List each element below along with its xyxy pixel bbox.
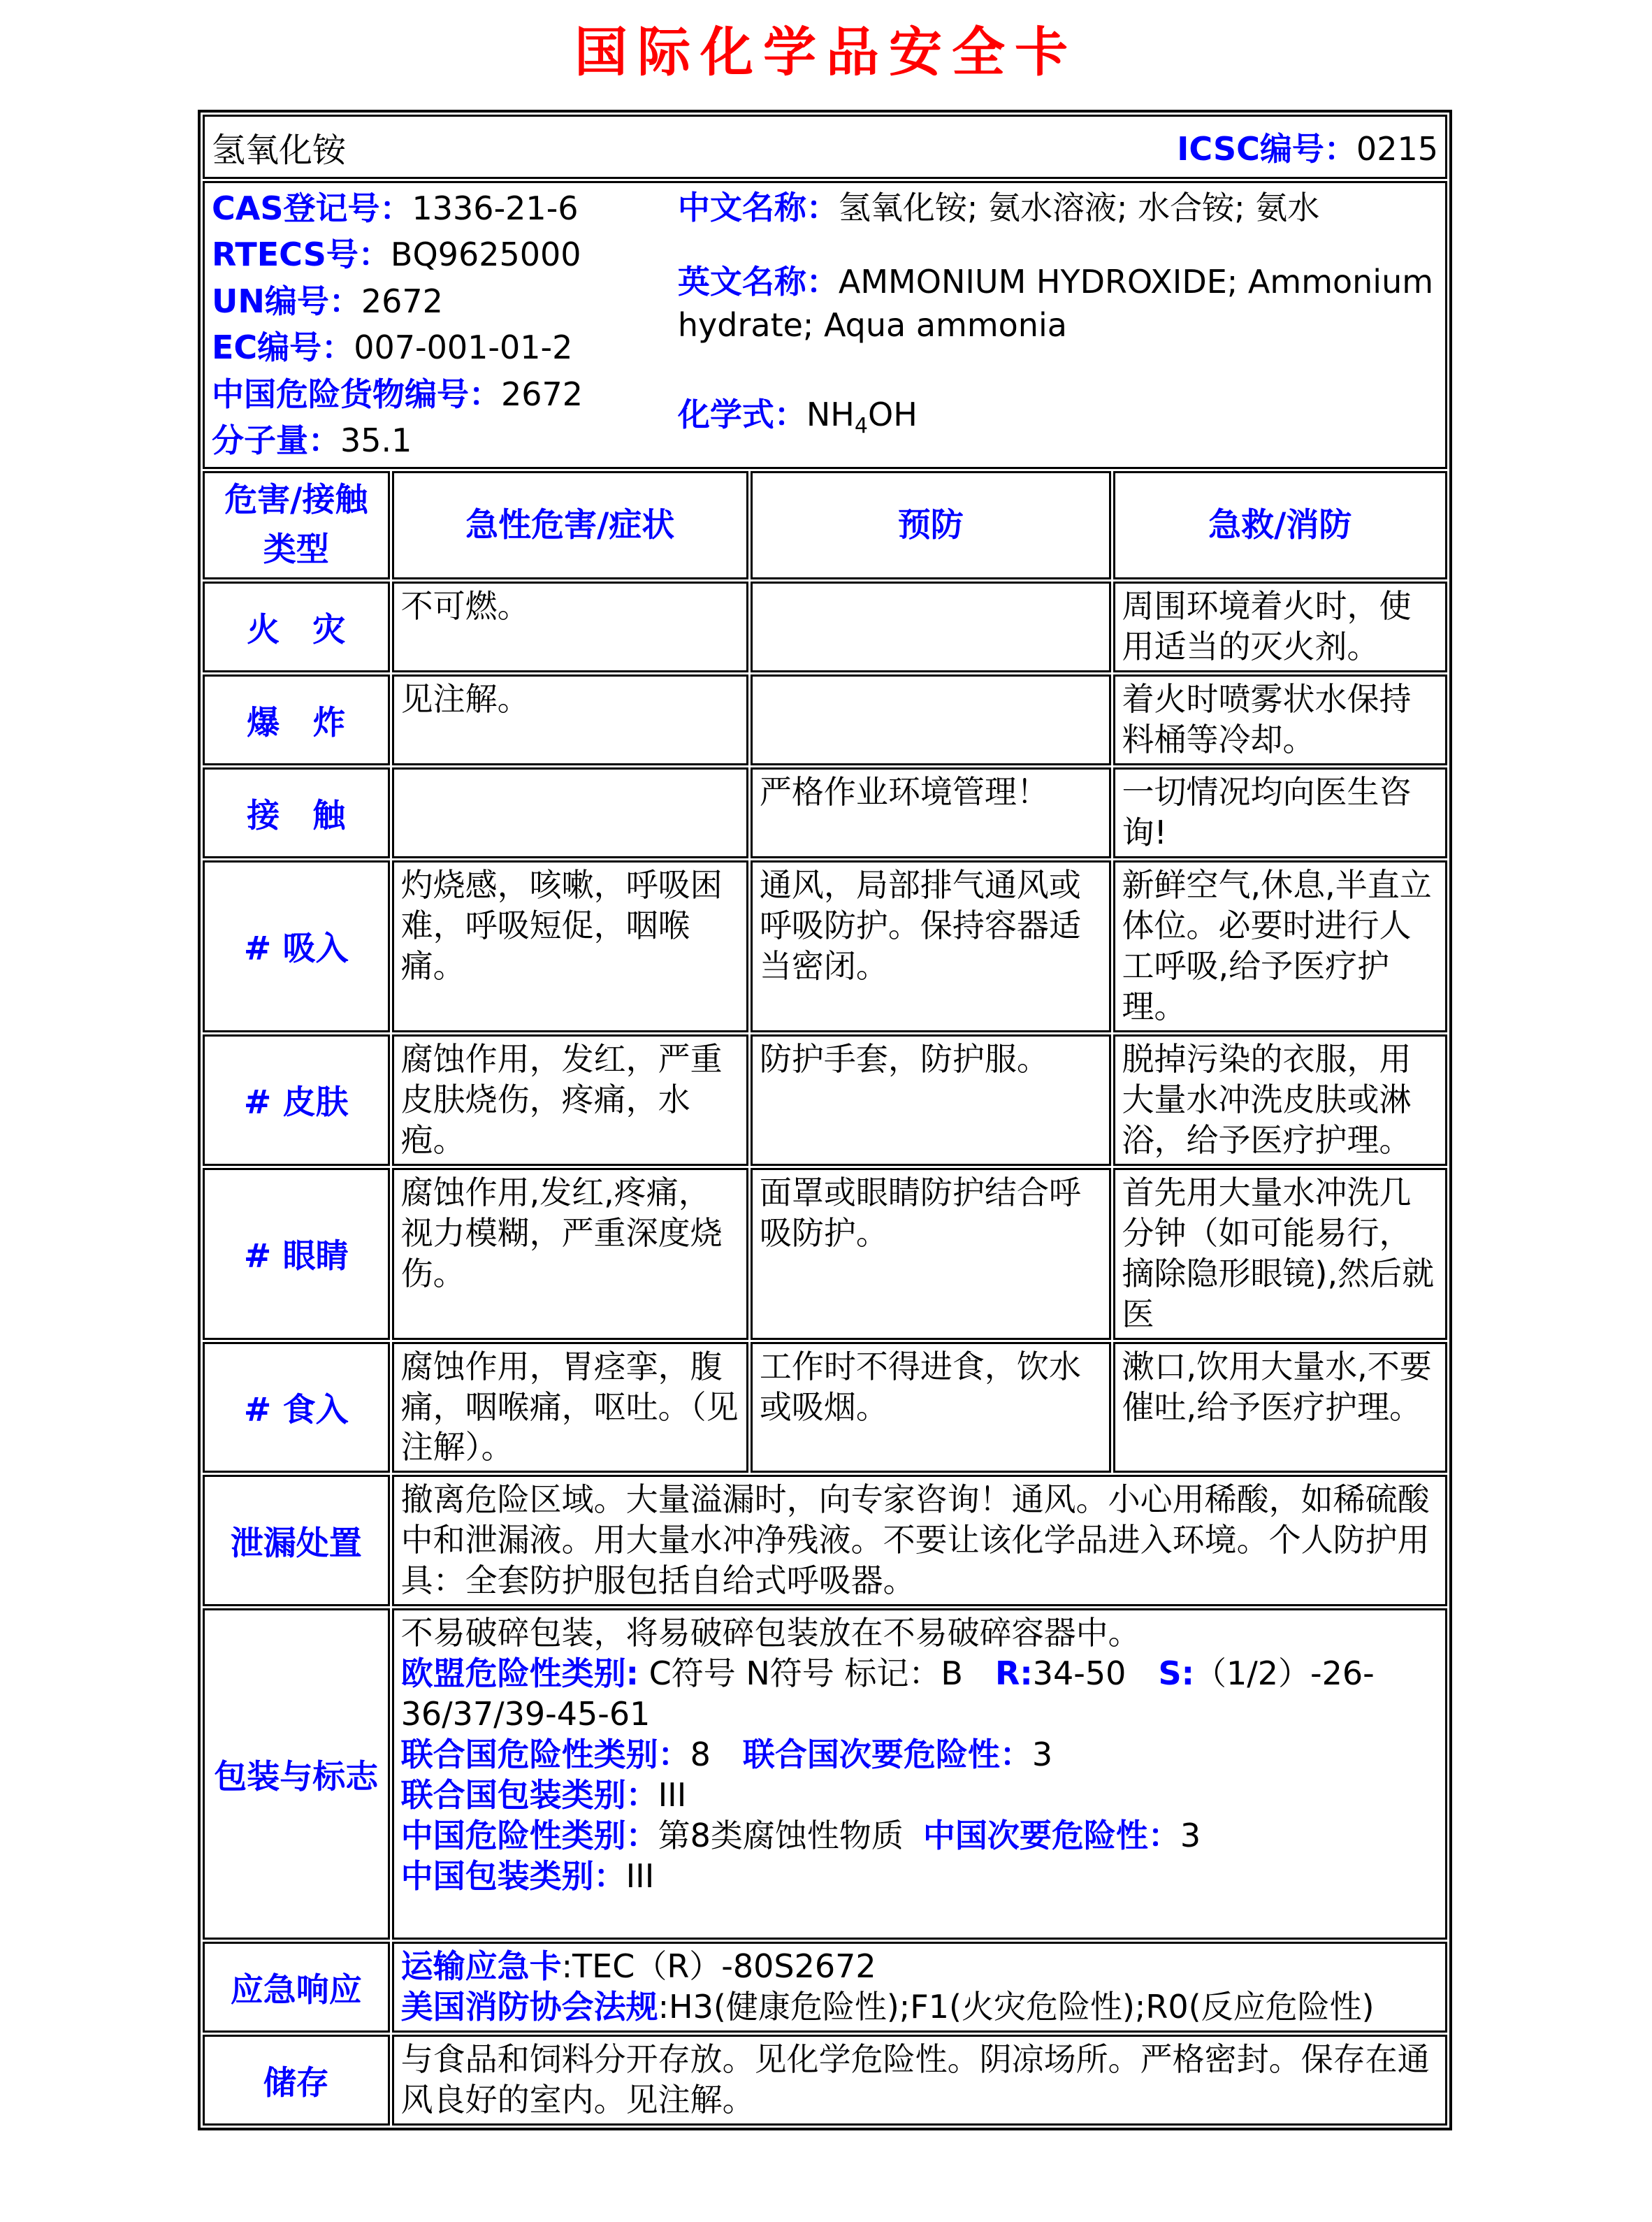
skin-label: # 皮肤 xyxy=(203,1034,390,1166)
chinese-name-label: 中文名称： xyxy=(677,189,839,226)
card-header-cell xyxy=(203,115,1447,179)
rtecs-number-line xyxy=(212,232,678,277)
english-name-line xyxy=(678,260,1438,347)
ingestion-symptoms: 腐蚀作用，胃痉挛，腹痛，咽喉痛，呕吐。（见注解）。 xyxy=(392,1342,748,1473)
cn-subsidiary-risk-label: 中国次要危险性： xyxy=(922,1817,1180,1855)
ingestion-prevention: 工作时不得进食，饮水或吸烟。 xyxy=(751,1342,1111,1473)
storage-row xyxy=(203,2035,1447,2126)
molecular-weight-line xyxy=(212,418,678,463)
english-name-value: AMMONIUM HYDROXIDE; Ammonium hydrate; Aqua ammonia xyxy=(677,263,1434,345)
prevention-header: 预防 xyxy=(751,471,1111,579)
identification-left-column xyxy=(212,186,678,464)
nfpa-value: :H3(健康危险性);F1(火灾危险性);R0(反应危险性) xyxy=(658,1988,1375,2026)
un-pack-group-value: III xyxy=(658,1776,687,1815)
eyes-symptoms: 腐蚀作用,发红,疼痛，视力模糊，严重深度烧伤。 xyxy=(392,1168,748,1340)
chinese-name-value: 氢氧化铵; 氨水溶液; 水合铵; 氨水 xyxy=(838,189,1320,226)
packaging-line-cn xyxy=(401,1816,1438,1856)
fire-prevention xyxy=(751,582,1111,672)
china-dg-label: 中国危险货物编号： xyxy=(212,375,501,413)
eu-hazard-class-value: C符号 N符号 标记：B xyxy=(649,1654,963,1693)
card-header-row xyxy=(203,115,1447,179)
eyes-first-aid: 首先用大量水冲洗几分钟（如可能易行，摘除隐形眼镜),然后就医 xyxy=(1113,1168,1447,1340)
explosion-prevention xyxy=(751,674,1111,765)
tec-value: :TEC（R）-80S2672 xyxy=(561,1947,876,1986)
emergency-row xyxy=(203,1942,1447,2033)
first-aid-header: 急救/消防 xyxy=(1113,471,1447,579)
identification-right-column xyxy=(678,186,1438,464)
nfpa-label: 美国消防协会法规 xyxy=(400,1988,658,2026)
chemical-formula-label: 化学式： xyxy=(677,396,806,434)
chemical-formula-line xyxy=(678,393,1438,441)
packaging-label: 包装与标志 xyxy=(203,1608,390,1940)
cas-value: 1336-21-6 xyxy=(412,189,579,227)
ingestion-row xyxy=(203,1342,1447,1473)
fire-row xyxy=(203,582,1447,672)
s-phrases-label: S: xyxy=(1158,1654,1194,1693)
un-label: UN编号： xyxy=(212,282,361,320)
spill-label: 泄漏处置 xyxy=(203,1475,390,1606)
hazard-header-row xyxy=(203,471,1447,579)
s-phrases-value: （1/2）-26-36/37/39-45-61 xyxy=(400,1654,1375,1733)
nfpa-code-line xyxy=(401,1987,1438,2028)
packaging-line-un xyxy=(401,1735,1438,1775)
storage-label: 储存 xyxy=(203,2035,390,2126)
cas-label: CAS登记号： xyxy=(212,189,412,227)
hazard-type-header-line1: 危害/接触 xyxy=(224,481,368,520)
inhalation-row xyxy=(203,860,1447,1032)
storage-text: 与食品和饲料分开存放。见化学危险性。阴凉场所。严格密封。保存在通风良好的室内。见注解。 xyxy=(392,2035,1447,2126)
inhalation-label: # 吸入 xyxy=(203,860,390,1032)
contact-label: 接 触 xyxy=(203,767,390,858)
china-dg-value: 2672 xyxy=(501,375,584,413)
substance-name: 氢氧化铵 xyxy=(212,130,347,170)
chinese-name-line xyxy=(678,186,1438,229)
inhalation-first-aid: 新鲜空气,休息,半直立体位。必要时进行人工呼吸,给予医疗护理。 xyxy=(1113,860,1447,1032)
explosion-first-aid: 着火时喷雾状水保持料桶等冷却。 xyxy=(1113,674,1447,765)
packaging-line-un-pack xyxy=(401,1775,1438,1816)
contact-symptoms xyxy=(392,767,748,858)
explosion-label: 爆 炸 xyxy=(203,674,390,765)
molecular-weight-label: 分子量： xyxy=(212,421,340,459)
cas-number-line xyxy=(212,186,678,231)
rtecs-value: BQ9625000 xyxy=(390,236,581,274)
contact-prevention: 严格作业环境管理！ xyxy=(751,767,1111,858)
molecular-weight-value: 35.1 xyxy=(340,421,412,459)
page-title: 国际化学品安全卡 xyxy=(574,21,1078,83)
icsc-number xyxy=(1177,124,1438,170)
cn-subsidiary-risk-value: 3 xyxy=(1180,1817,1201,1855)
un-number-line xyxy=(212,279,678,324)
eu-hazard-class-label: 欧盟危险性类别: xyxy=(400,1654,639,1693)
explosion-symptoms: 见注解。 xyxy=(392,674,748,765)
eyes-row xyxy=(203,1168,1447,1340)
hazard-type-header xyxy=(203,471,390,579)
un-pack-group-label: 联合国包装类别： xyxy=(400,1776,658,1815)
icsc-label: ICSC编号： xyxy=(1177,130,1356,168)
contact-row xyxy=(203,767,1447,858)
skin-first-aid: 脱掉污染的衣服，用大量水冲洗皮肤或淋浴，给予医疗护理。 xyxy=(1113,1034,1447,1166)
identification-row xyxy=(203,181,1447,469)
contact-first-aid: 一切情况均向医生咨询! xyxy=(1113,767,1447,858)
packaging-content xyxy=(392,1608,1447,1940)
explosion-row xyxy=(203,674,1447,765)
inhalation-symptoms: 灼烧感，咳嗽，呼吸困难，呼吸短促，咽喉痛。 xyxy=(392,860,748,1032)
eyes-prevention: 面罩或眼睛防护结合呼吸防护。 xyxy=(751,1168,1111,1340)
un-subsidiary-risk-value: 3 xyxy=(1031,1736,1053,1774)
ingestion-label: # 食入 xyxy=(203,1342,390,1473)
skin-row xyxy=(203,1034,1447,1166)
rtecs-label: RTECS号： xyxy=(212,236,391,274)
emergency-content xyxy=(392,1942,1447,2033)
fire-label: 火 灾 xyxy=(203,582,390,672)
ec-value: 007-001-01-2 xyxy=(354,329,573,367)
cn-pack-group-value: III xyxy=(625,1856,655,1895)
un-value: 2672 xyxy=(361,282,443,320)
english-name-label: 英文名称： xyxy=(677,263,839,301)
packaging-line-eu xyxy=(401,1654,1438,1735)
ec-number-line xyxy=(212,325,678,370)
eyes-label: # 眼睛 xyxy=(203,1168,390,1340)
transport-emergency-card-line xyxy=(401,1947,1438,1987)
inhalation-prevention: 通风，局部排气通风或呼吸防护。保持容器适当密闭。 xyxy=(751,860,1111,1032)
skin-symptoms: 腐蚀作用，发红，严重皮肤烧伤，疼痛，水疱。 xyxy=(392,1034,748,1166)
formula-prefix: NH xyxy=(806,396,855,434)
r-phrases-label: R: xyxy=(994,1654,1033,1693)
tec-label: 运输应急卡 xyxy=(400,1947,562,1986)
skin-prevention: 防护手套，防护服。 xyxy=(751,1034,1111,1166)
r-phrases-value: 34-50 xyxy=(1032,1654,1126,1693)
ec-label: EC编号： xyxy=(212,329,354,367)
packaging-line-cn-pack xyxy=(401,1856,1438,1897)
ingestion-first-aid: 漱口,饮用大量水,不要催吐,给予医疗护理。 xyxy=(1113,1342,1447,1473)
fire-symptoms: 不可燃。 xyxy=(392,582,748,672)
cn-hazard-class-label: 中国危险性类别： xyxy=(400,1817,658,1855)
spill-row xyxy=(203,1475,1447,1606)
packaging-line-unbreakable: 不易破碎包装，将易破碎包装放在不易破碎容器中。 xyxy=(400,1614,1140,1652)
cn-pack-group-label: 中国包装类别： xyxy=(400,1856,626,1895)
packaging-row xyxy=(203,1608,1447,1940)
hazard-type-header-line2: 类型 xyxy=(263,530,329,569)
cn-hazard-class-value: 第8类腐蚀性物质 xyxy=(658,1817,904,1855)
icsc-value: 0215 xyxy=(1356,130,1438,168)
emergency-label: 应急响应 xyxy=(203,1942,390,2033)
china-dg-number-line xyxy=(212,372,678,417)
safety-card-table xyxy=(198,110,1452,2130)
formula-suffix: OH xyxy=(867,396,918,434)
un-subsidiary-risk-label: 联合国次要危险性： xyxy=(742,1736,1032,1774)
symptoms-header: 急性危害/症状 xyxy=(392,471,748,579)
un-hazard-class-value: 8 xyxy=(690,1736,711,1774)
fire-first-aid: 周围环境着火时，使用适当的灭火剂。 xyxy=(1113,582,1447,672)
formula-subscript: 4 xyxy=(854,414,868,439)
spill-text: 撤离危险区域。大量溢漏时，向专家咨询！通风。小心用稀酸，如稀硫酸中和泄漏液。用大量水冲净残液。不要让该化学品进入环境。个人防护用具：全套防护服包括自给式呼吸器。 xyxy=(392,1475,1447,1606)
un-hazard-class-label: 联合国危险性类别： xyxy=(400,1736,690,1774)
identification-cell xyxy=(203,181,1447,469)
